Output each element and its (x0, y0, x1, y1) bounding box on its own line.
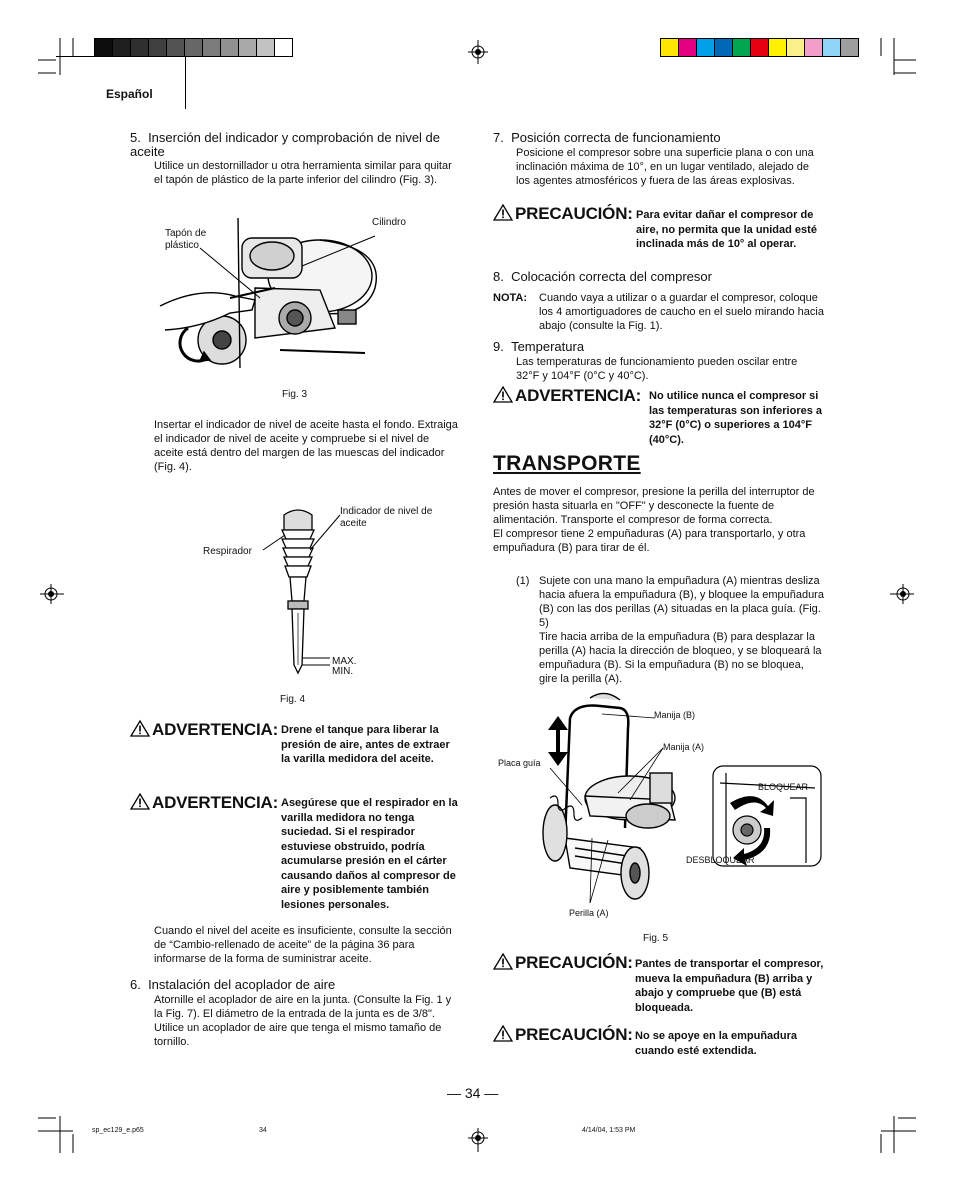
calibration-swatch (804, 39, 822, 56)
calibration-swatch (256, 39, 274, 56)
registration-mark-bottom (468, 1128, 488, 1154)
warning-3-body: No utilice nunca el compresor si las temperaturas son inferiores a 32°F (0°C) o superiores a 104°F (40°C). (649, 390, 823, 446)
registration-mark-top (468, 38, 488, 64)
footer-filename: sp_ec129_e.p65 (92, 1127, 144, 1134)
section-5-body: Utilice un destornillador u otra herramienta similar para quitar el tapón de plástico de la parte inferior del cilindro (Fig. 3). (154, 160, 452, 186)
registration-mark-right (890, 584, 916, 604)
calibration-swatch (822, 39, 840, 56)
warning-triangle-icon (493, 1025, 513, 1042)
calibration-swatch (678, 39, 696, 56)
nota-label: NOTA: (493, 292, 528, 304)
section-title-transporte: TRANSPORTE (493, 452, 641, 475)
figure-5-compressor-handle (530, 688, 830, 913)
calibration-swatch (750, 39, 768, 56)
warning-2-heading (130, 793, 278, 813)
calibration-swatch (112, 39, 130, 56)
fig4-label-gauge: Indicador de nivel de aceite (340, 506, 433, 529)
caution-2-head-text: PRECAUCIÓN: (515, 953, 633, 972)
warning-1-heading (130, 720, 278, 740)
calibration-swatch (786, 39, 804, 56)
section-8-title: 8. Colocación correcta del compresor (493, 269, 712, 284)
calibration-swatch (184, 39, 202, 56)
warning-1-head-text: ADVERTENCIA: (152, 720, 279, 739)
fig3-label-plug: Tapón de plástico (165, 228, 207, 251)
section-7-title: 7. Posición correcta de funcionamiento (493, 130, 721, 145)
language-tab: Español (106, 87, 153, 101)
calibration-swatch (202, 39, 220, 56)
footer-page: 34 (259, 1127, 267, 1134)
caution-2-heading (493, 953, 633, 973)
warning-triangle-icon (130, 720, 150, 737)
calibration-swatch (148, 39, 166, 56)
calibration-swatch (130, 39, 148, 56)
section-9-body: Las temperaturas de funcionamiento pueden oscilar entre 32°F y 104°F (0°C y 40°C). (516, 356, 798, 382)
warning-3-heading (493, 386, 641, 406)
calibration-swatch (714, 39, 732, 56)
calibration-swatch (732, 39, 750, 56)
fig5-caption: Fig. 5 (643, 933, 669, 944)
fig5-label-desbloquear: DESBLOQUEAR (686, 855, 755, 865)
warning-2-head-text: ADVERTENCIA: (152, 793, 279, 812)
caution-1-heading (493, 204, 633, 224)
nota-body: Cuando vaya a utilizar o a guardar el compresor, coloque los 4 amortiguadores de caucho en el suelo mirando hacia abajo (consulte la Fig. 1). (539, 292, 824, 332)
calibration-swatch (238, 39, 256, 56)
fig5-label-placa-guia: Placa guía (498, 758, 541, 768)
calibration-swatch (768, 39, 786, 56)
fig5-label-perilla: Perilla (A) (569, 908, 609, 918)
fig4-caption: Fig. 4 (280, 694, 306, 705)
step-1-body: Sujete con una mano la empuñadura (A) mientras desliza hacia afuera la empuñadura (B), y bloquee la empuñadura (B) con las dos perillas (A) situadas en la placa guía. (Fig. 5) Tire hacia arriba de la empuñadura (B) para desplazar la perilla (A) hacia la dirección de bloqueo, y se bloqueará la empuñadura (B). Si la empuñadura (B) no se bloquea, gire la perilla (A). (539, 575, 824, 685)
caution-1-head-text: PRECAUCIÓN: (515, 204, 633, 223)
fig5-label-manija-b: Manija (B) (654, 710, 696, 720)
section-9-title: 9. Temperatura (493, 339, 585, 354)
warning-triangle-icon (493, 204, 513, 221)
language-tab-box (56, 56, 186, 109)
calibration-swatch (840, 39, 858, 56)
warning-2-body: Asegúrese que el respirador en la varilla medidora no tenga suciedad. Si el respirador estuviese obstruido, podría acumularse presión en el cárter causando daños al compresor de aire y posiblemente también lesiones personales. (281, 797, 458, 911)
section-6-body: Atornille el acoplador de aire en la junta. (Consulte la Fig. 1 y la Fig. 7). El diámetro de la entrada de la junta es de 3/8". Utilice un acoplador de aire que tenga el mismo tamaño de tornillo. (154, 994, 452, 1048)
fig5-label-manija-a: Manija (A) (663, 742, 705, 752)
section-6-title: 6. Instalación del acoplador de aire (130, 977, 336, 992)
section-7-body: Posicione el compresor sobre una superficie plana o con una inclinación máxima de 10°, en un lugar ventilado, alejado de los agentes atmosféricos y fuera de las áreas explosivas. (516, 147, 814, 187)
registration-mark-left (38, 584, 64, 604)
calibration-swatch (166, 39, 184, 56)
caution-3-head-text: PRECAUCIÓN: (515, 1025, 633, 1044)
calibration-swatch (661, 39, 678, 56)
caution-1-body: Para evitar dañar el compresor de aire, no permita que la unidad esté inclinada más de 10° al operar. (636, 209, 817, 250)
page-number: — 34 — (447, 1085, 499, 1101)
transport-body: Antes de mover el compresor, presione la perilla del interruptor de presión hasta situarla en "OFF" y desconecte la fuente de alimentación. Transporte el compresor de forma correcta. El compresor tiene 2 empuñaduras (A) para transportarlo, y otra empuñadura (B) para tirar de él. (493, 486, 815, 554)
color-calibration-bar (660, 38, 859, 57)
fig5-label-bloquear: BLOQUEAR (758, 782, 809, 792)
caution-2-body: Pantes de transportar el compresor, mueva la empuñadura (B) arriba y abajo y compruebe que (B) está bloqueada. (635, 958, 824, 1014)
calibration-swatch (696, 39, 714, 56)
caution-3-heading (493, 1025, 633, 1045)
fig4-label-breather: Respirador (203, 546, 252, 557)
fig4-label-min: MIN. (332, 666, 354, 677)
fig3-caption: Fig. 3 (282, 389, 308, 400)
oil-dipstick-illustration (268, 505, 348, 680)
text-oil-insufficient: Cuando el nivel del aceite es insuficiente, consulte la sección de “Cambio-rellenado de aceite” de la página 36 para informarse de la forma de suministrar aceite. (154, 925, 452, 965)
warning-triangle-icon (493, 953, 513, 970)
calibration-swatch (220, 39, 238, 56)
warning-3-head-text: ADVERTENCIA: (515, 386, 642, 405)
fig3-label-cylinder: Cilindro (372, 217, 406, 228)
section-5-title: 5. Inserción del indicador y comprobación de nivel de aceite (130, 130, 441, 159)
fig4-label-max: MAX. (332, 656, 357, 667)
text-after-fig3: Insertar el indicador de nivel de aceite hasta el fondo. Extraiga el indicador de nivel de aceite y compruebe si el nivel de aceite está dentro del margen de las muescas del indicador (Fig. 4). (154, 419, 458, 473)
calibration-swatch (274, 39, 292, 56)
step-1-number: (1) (516, 575, 530, 587)
warning-triangle-icon (130, 793, 150, 810)
footer-date: 4/14/04, 1:53 PM (582, 1127, 636, 1134)
calibration-swatch (95, 39, 112, 56)
caution-3-body: No se apoye en la empuñadura cuando esté extendida. (635, 1030, 797, 1057)
warning-1-body: Drene el tanque para liberar la presión de aire, antes de extraer la varilla medidora del aceite. (281, 724, 450, 765)
grayscale-calibration-bar (94, 38, 293, 57)
warning-triangle-icon (493, 386, 513, 403)
